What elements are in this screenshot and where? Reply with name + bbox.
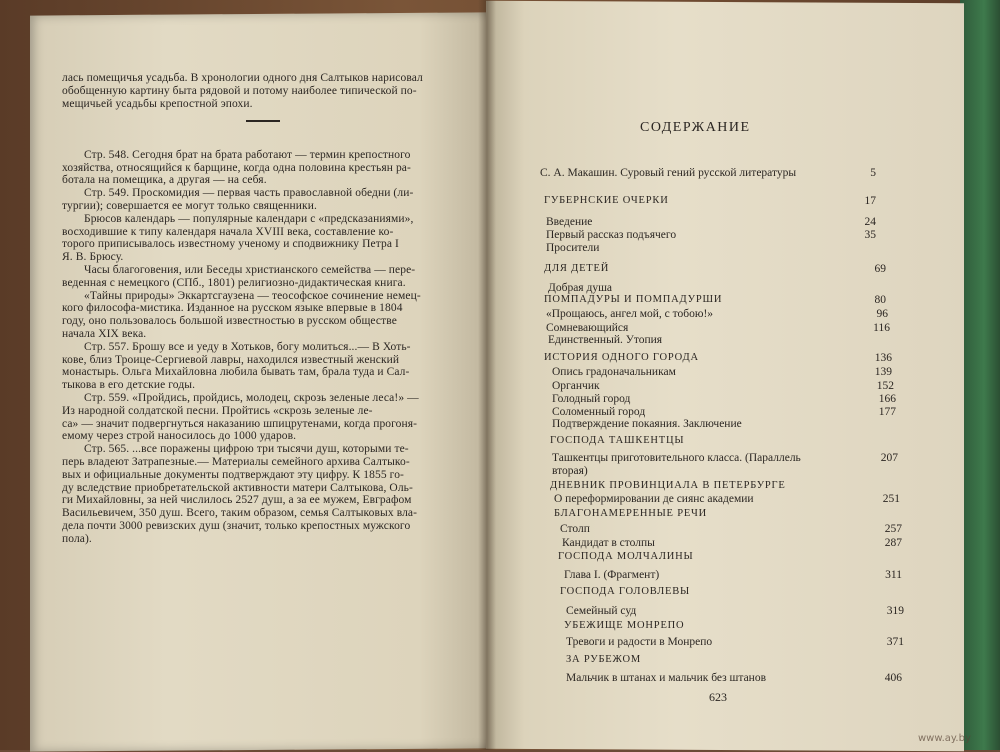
toc-entry-title: ДЛЯ ДЕТЕЙ (544, 263, 610, 274)
text-line: восходившие к типу календаря начала XVIII века, составление ко- (62, 225, 394, 238)
text-line: лась помещичья усадьба. В хронологии одного дня Салтыков нарисовал (62, 72, 423, 84)
toc-entry-title: Тревоги и радости в Монрепо (566, 636, 713, 648)
toc-entry-page: 406 (884, 672, 902, 684)
toc-entry-title: «Прощаюсь, ангел мой, с тобою!» (546, 308, 714, 320)
text-line: дела почти 3000 ревизских душ (значит, только крепостных мужского (62, 519, 411, 532)
text-line: емому через строй наносилось до 1000 ударов. (62, 430, 297, 443)
toc-entry-page: 319 (886, 605, 904, 617)
text-line: Брюсов календарь — популярные календари с «предсказаниями», (84, 212, 414, 225)
toc-entry-page: 257 (884, 523, 902, 535)
text-line: хозяйства, относящийся к барщине, когда одна половина крестьян ра- (62, 161, 411, 174)
toc-entry-title: Кандидат в столпы (562, 537, 655, 549)
toc-entry-page: 251 (882, 493, 900, 505)
toc-entry-page: 207 (880, 452, 898, 464)
page-number: 623 (709, 690, 727, 704)
text-line: начала XIX века. (62, 327, 147, 340)
text-line: Я. В. Брюсу. (62, 251, 124, 264)
toc-entry-page: 139 (874, 366, 892, 378)
toc-entry-title: ЗА РУБЕЖОМ (566, 654, 641, 665)
toc-entry-title: Введение (546, 216, 593, 228)
book-gutter (478, 0, 496, 750)
toc-entry-title: ГОСПОДА ТАШКЕНТЦЫ (550, 435, 685, 446)
toc-entry-title: Единственный. Утопия (548, 334, 663, 346)
text-line: Стр. 548. Сегодня брат на брата работают — термин крепостного (84, 148, 411, 161)
left-page-text (62, 72, 454, 545)
text-line: Стр. 559. «Пройдись, пройдись, молодец, скрозь зеленые леса!» — (84, 391, 419, 404)
toc-entry-title: Подтверждение покаяния. Заключение (552, 418, 742, 430)
text-line: перь владеют Затрапезные.— Материалы семейного архива Салтыко- (62, 455, 410, 468)
toc-entry-title: ИСТОРИЯ ОДНОГО ГОРОДА (544, 352, 699, 363)
toc-entry-title: Соломенный город (552, 406, 646, 418)
toc-entry-title: О переформировании де сиянс академии (554, 493, 754, 505)
toc-entry-page: 311 (885, 569, 902, 581)
toc-entry-title: ДНЕВНИК ПРОВИНЦИАЛА В ПЕТЕРБУРГЕ (550, 480, 786, 491)
text-line: вых и официальные документы подтверждают эту цифру. К 1855 го- (62, 468, 404, 481)
toc-entry-title: вторая) (552, 465, 588, 477)
toc-entry-title: ПОМПАДУРЫ И ПОМПАДУРШИ (544, 294, 723, 305)
toc-entry-page: 152 (876, 380, 894, 392)
text-line (62, 136, 454, 149)
toc-entry-title: Опись градоначальникам (552, 366, 676, 378)
text-line: монастырь. Ольга Михайловна любила бывать там, брала туда и Сал- (62, 366, 410, 379)
text-line: Васильевичем, 350 душ. Всего, таким образом, семья Салтыковых вла- (62, 507, 418, 520)
toc-entry-page: 69 (874, 263, 886, 275)
text-line: ги Михайловны, за ней числилось 2527 душ, а за ее мужем, Евграфом (62, 494, 412, 507)
text-line: тургии); совершается ее могут только священники. (62, 199, 317, 212)
text-line (62, 123, 454, 136)
text-line: ботала на помещика, а другая — на себя. (62, 174, 267, 187)
toc-entry-page: 166 (878, 393, 896, 405)
toc-entry-title: Просители (546, 242, 600, 254)
text-line: Стр. 565. ...все поражены цифрою три тысячи душ, которыми те- (84, 443, 409, 456)
text-line: кове, близ Троице-Сергиевой лавры, находился известный женский (62, 353, 400, 366)
toc-entry-page: 17 (864, 195, 876, 207)
toc-entry-title: Первый рассказ подъячего (546, 229, 677, 241)
toc-entry-title: БЛАГОНАМЕРЕННЫЕ РЕЧИ (554, 508, 708, 519)
toc-entry-page: 5 (870, 167, 876, 179)
toc-entry-title: Ташкентцы приготовительного класса. (Параллель (552, 452, 801, 464)
toc-entry-title: Глава I. (Фрагмент) (564, 569, 660, 581)
toc-entry-title: ГУБЕРНСКИЕ ОЧЕРКИ (544, 195, 669, 206)
toc-entry-title: Сомневающийся (546, 322, 629, 334)
text-line: кого философа-мистика. Изданное на русском языке впервые в 1804 (62, 302, 403, 315)
toc-entry-title: ГОСПОДА МОЛЧАЛИНЫ (558, 551, 694, 562)
text-line: Стр. 557. Брошу все и уеду в Хотьков, богу молиться...— В Хоть- (84, 340, 411, 353)
text-line: веденная с немецкого (СПб., 1801) религиозно-дидактическая книга. (62, 276, 406, 289)
toc-entry-title: ГОСПОДА ГОЛОВЛЕВЫ (560, 586, 691, 597)
toc-entry-title: С. А. Макашин. Суровый гений русской литературы (540, 167, 797, 179)
toc-entry-page: 35 (864, 229, 876, 241)
toc-entry-page: 116 (873, 322, 890, 334)
text-line: Часы благоговения, или Беседы христианского семейства — пере- (84, 263, 416, 276)
toc-entry-page: 177 (878, 406, 896, 418)
watermark: www.ay.by (918, 733, 971, 744)
text-line: Из народной солдатской песни. Пройтись «скрозь зеленые ле- (62, 404, 373, 417)
text-line: мещичьей усадьбы крепостной эпохи. (62, 97, 253, 110)
text-line: торого приписывалось известному ученому и сподвижнику Петра I (62, 238, 399, 251)
book-cover-edge (960, 0, 1000, 750)
toc-entry-page: 24 (864, 216, 876, 228)
text-line: году, оно пользовалось большой известностью в русском обществе (62, 315, 397, 328)
toc-entry-title: Семейный суд (566, 605, 637, 617)
toc-entry-page: 136 (874, 352, 892, 364)
toc-entry-title: Мальчик в штанах и мальчик без штанов (566, 672, 767, 684)
toc-entry-page: 371 (886, 636, 904, 648)
text-line: тыкова в его детские годы. (62, 379, 196, 392)
toc-title: СОДЕРЖАНИЕ (640, 120, 751, 135)
text-line: пола). (62, 532, 92, 545)
text-line: са» — значит подвергнуться наказанию шпицрутенами, когда прогоня- (62, 417, 418, 430)
text-line: обобщенную картину быта рядовой и потому наиболее типической по- (62, 84, 417, 97)
toc-entry-title: Голодный город (552, 393, 631, 405)
text-line: Стр. 549. Проскомидия — первая часть православной обедни (ли- (84, 187, 414, 200)
toc-entry-title: Столп (560, 523, 590, 535)
toc-entry-title: Органчик (552, 380, 600, 392)
toc-entry-page: 80 (874, 294, 886, 306)
text-line: «Тайны природы» Эккартсгаузена — теософское сочинение немец- (84, 289, 421, 302)
toc-entry-title: УБЕЖИЩЕ МОНРЕПО (564, 620, 685, 631)
section-separator (246, 120, 280, 122)
text-line: ду вследствие приобретательской активности матери Салтыкова, Оль- (62, 481, 413, 494)
toc-entry-title: Добрая душа (548, 282, 613, 294)
toc-entry-page: 287 (884, 537, 902, 549)
toc-entry-page: 96 (876, 308, 888, 320)
